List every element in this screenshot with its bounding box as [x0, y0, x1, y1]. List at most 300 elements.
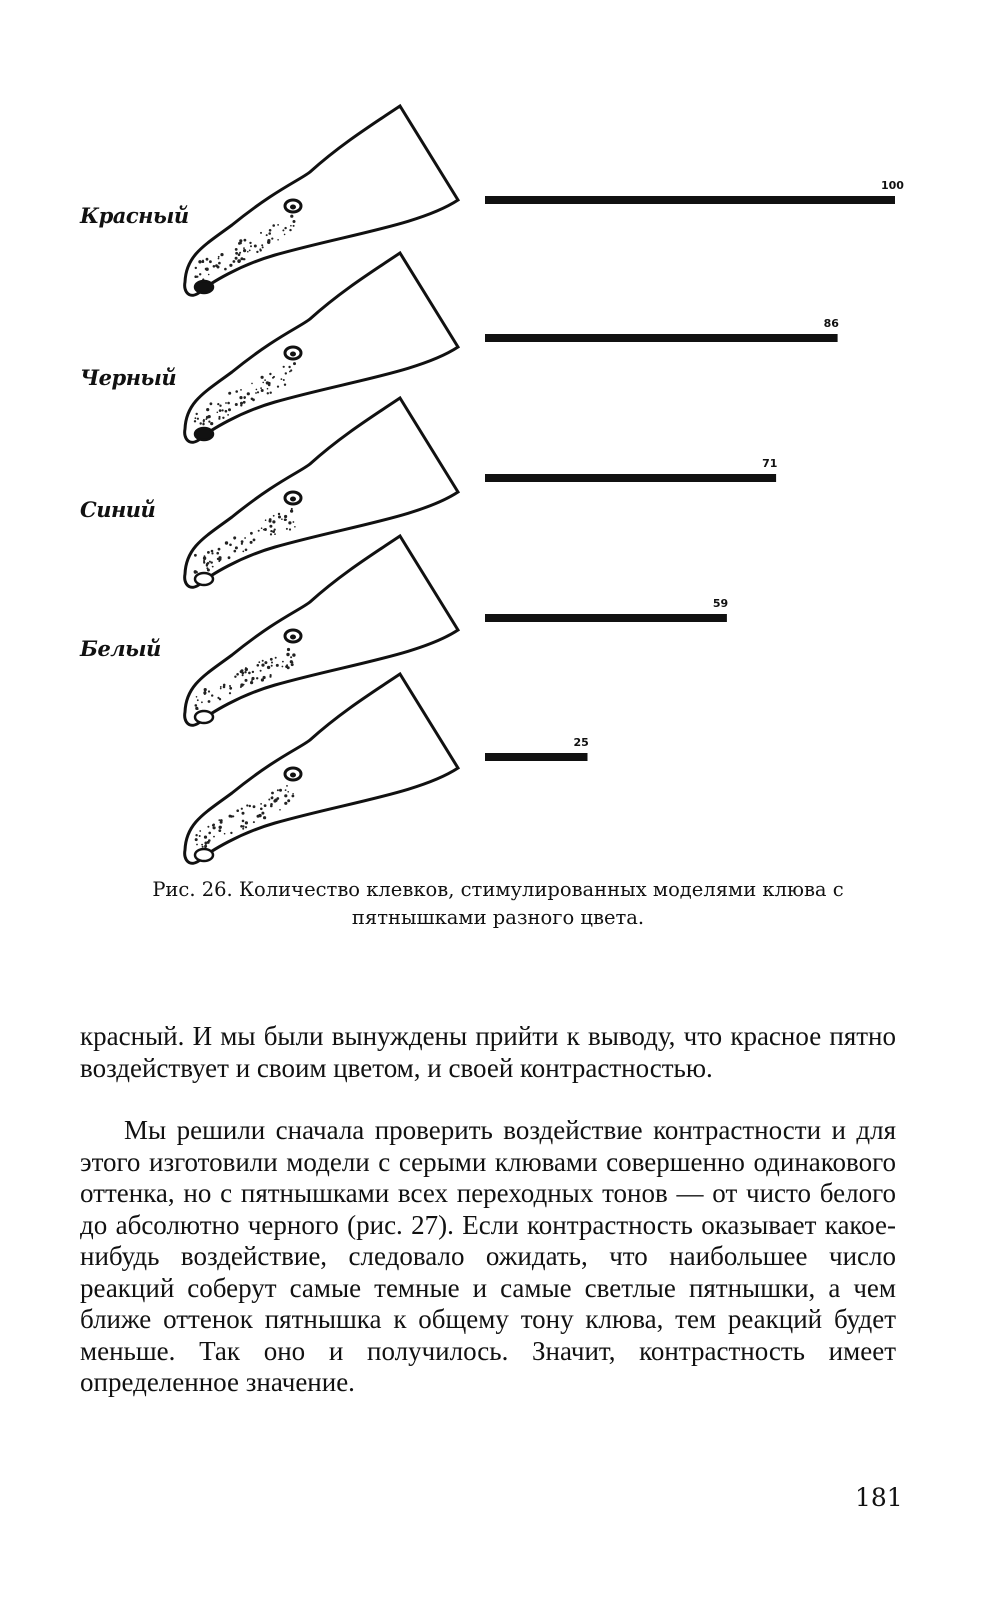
- stipple-dot: [208, 832, 211, 835]
- bar: [485, 474, 776, 482]
- stipple-dot: [207, 826, 209, 828]
- stipple-dot: [254, 245, 257, 248]
- stipple-dot: [283, 366, 285, 368]
- label-blue: Синий: [80, 497, 156, 522]
- stipple-dot: [237, 260, 240, 263]
- stipple-dot: [200, 422, 202, 424]
- stipple-dot: [293, 225, 295, 227]
- stipple-dot: [238, 253, 241, 256]
- stipple-dot: [206, 258, 209, 261]
- stipple-dot: [261, 812, 264, 815]
- stipple-dot: [285, 665, 288, 668]
- stipple-dot: [251, 398, 254, 401]
- label-red: Красный: [80, 203, 189, 228]
- stipple-dot: [208, 274, 210, 276]
- beak-model-head: [185, 398, 458, 587]
- stipple-dot: [282, 666, 284, 668]
- beak-eye-pupil-icon: [290, 205, 296, 210]
- stipple-dot: [284, 384, 286, 386]
- stipple-dot: [272, 530, 275, 533]
- stipple-dot: [236, 673, 239, 676]
- stipple-dot: [273, 799, 276, 802]
- stipple-dot: [262, 660, 264, 662]
- stipple-dot: [243, 247, 245, 249]
- stipple-dot: [270, 658, 273, 661]
- stipple-dot: [210, 422, 213, 425]
- stipple-dot: [211, 552, 213, 554]
- stipple-dot: [276, 797, 279, 800]
- stipple-dot: [250, 245, 252, 247]
- stipple-dot: [250, 541, 253, 544]
- bar: [485, 334, 838, 342]
- stipple-dot: [277, 789, 279, 791]
- stipple-dot: [272, 377, 274, 379]
- stipple-dot: [217, 403, 219, 405]
- stipple-dot: [264, 661, 267, 664]
- stipple-dot: [269, 525, 272, 528]
- stipple-dot: [292, 793, 294, 795]
- stipple-dot: [251, 679, 253, 681]
- stipple-dot: [225, 541, 228, 544]
- bar-value-label: 59: [712, 597, 729, 610]
- stipple-dot: [264, 379, 266, 381]
- stipple-dot: [267, 392, 269, 394]
- stipple-dot: [206, 563, 208, 565]
- bar-value-label: 25: [573, 736, 589, 749]
- stipple-dot: [256, 677, 258, 679]
- stipple-dot: [289, 371, 291, 373]
- stipple-dot: [220, 819, 223, 822]
- stipple-dot: [211, 694, 213, 696]
- stipple-dot: [218, 258, 220, 260]
- stipple-dot: [194, 554, 197, 557]
- stipple-dot: [270, 392, 272, 394]
- stipple-dot: [285, 789, 287, 791]
- stipple-dot: [199, 273, 201, 275]
- stipple-dot: [260, 232, 262, 234]
- stipple-dot: [264, 804, 267, 807]
- stipple-dot: [218, 256, 220, 258]
- stipple-dot: [261, 527, 263, 529]
- stipple-dot: [209, 260, 212, 263]
- label-white: Белый: [80, 636, 161, 661]
- beak-eye-pupil-icon: [290, 497, 296, 502]
- stipple-dot: [235, 248, 238, 251]
- stipple-dot: [284, 227, 286, 229]
- stipple-dot: [210, 402, 213, 405]
- stipple-dot: [219, 409, 222, 412]
- stipple-dot: [279, 789, 282, 792]
- stipple-dot: [275, 657, 277, 659]
- stipple-dot: [249, 250, 251, 252]
- beak-spot: [195, 711, 213, 723]
- bar: [485, 614, 727, 622]
- stipple-dot: [206, 567, 208, 569]
- bar-value-label: 100: [881, 179, 904, 192]
- stipple-dot: [292, 795, 295, 798]
- stipple-dot: [270, 530, 272, 532]
- stipple-dot: [220, 688, 222, 690]
- stipple-dot: [251, 383, 253, 385]
- stipple-dot: [270, 803, 273, 806]
- stipple-dot: [284, 518, 287, 521]
- stipple-dot: [205, 418, 207, 420]
- stipple-dot: [241, 808, 243, 810]
- bar: [485, 753, 588, 761]
- stipple-dot: [229, 264, 232, 267]
- stipple-dot: [290, 510, 293, 513]
- stipple-dot: [218, 416, 220, 418]
- stipple-dot: [212, 566, 214, 568]
- stipple-dot: [267, 666, 270, 669]
- stipple-dot: [247, 392, 250, 395]
- stipple-dot: [239, 239, 242, 242]
- stipple-dot: [218, 560, 220, 562]
- stipple-dot: [217, 412, 219, 414]
- stipple-dot: [205, 268, 207, 270]
- beak-eye-pupil-icon: [290, 773, 296, 778]
- stipple-dot: [240, 389, 242, 391]
- stipple-dot: [253, 539, 256, 542]
- stipple-dot: [272, 224, 275, 227]
- stipple-dot: [286, 653, 289, 656]
- stipple-dot: [228, 408, 231, 411]
- stipple-dot: [218, 556, 221, 559]
- stipple-dot: [268, 382, 271, 385]
- stipple-dot: [213, 265, 216, 268]
- stipple-dot: [249, 242, 251, 244]
- stipple-dot: [258, 530, 260, 532]
- stipple-dot: [257, 391, 259, 393]
- paragraph-text: красный. И мы были вынуждены прийти к выводу, что красное пятно воздействует и своим цветом, и своей контрастностью.: [80, 1021, 896, 1083]
- stipple-dot: [261, 664, 264, 667]
- stipple-dot: [195, 704, 198, 707]
- stipple-dot: [253, 821, 255, 823]
- beak-spot: [195, 281, 213, 293]
- stipple-dot: [273, 515, 275, 517]
- stipple-dot: [204, 555, 206, 557]
- stipple-dot: [277, 386, 279, 388]
- stipple-dot: [220, 686, 222, 688]
- stipple-dot: [194, 570, 197, 573]
- stipple-dot: [287, 791, 289, 793]
- stipple-dot: [208, 700, 211, 703]
- paragraph-text: Мы решили сначала проверить воздействие контрастности и для этого изготовили модели с серыми клювами совершенно одинакового оттенка, но с пятнышками всех переходных тонов — от чисто белого до абсолютно черного (рис. 27). Если контрастность оказывает какое-нибудь воздействие, следовало ожидать, что наибольшее число реакций соберут самые темные и самые светлые пятнышки, а чем ближе оттенок пятнышка к общему тону клюва, тем реакций будет меньше. Так оно и получилось. Значит, контрастность имеет определенное значение.: [80, 1115, 896, 1397]
- stipple-dot: [230, 832, 232, 834]
- stipple-dot: [293, 362, 296, 365]
- stipple-dot: [245, 667, 247, 669]
- stipple-dot: [229, 544, 232, 547]
- stipple-dot: [235, 390, 238, 393]
- stipple-dot: [277, 239, 279, 241]
- stipple-dot: [245, 549, 248, 552]
- stipple-dot: [243, 684, 245, 686]
- stipple-dot: [240, 670, 243, 673]
- stipple-dot: [241, 543, 243, 545]
- beak-eye-pupil-icon: [290, 635, 296, 640]
- stipple-dot: [290, 656, 292, 658]
- stipple-dot: [213, 836, 215, 838]
- stipple-dot: [287, 799, 290, 802]
- stipple-dot: [288, 521, 291, 524]
- body-paragraph-1: [80, 1021, 896, 1084]
- stipple-dot: [279, 809, 281, 811]
- stipple-dot: [282, 661, 284, 663]
- stipple-dot: [229, 692, 231, 694]
- stipple-dot: [256, 389, 258, 391]
- stipple-dot: [282, 229, 284, 231]
- stipple-dot: [290, 215, 293, 218]
- stipple-dot: [202, 846, 204, 848]
- stipple-dot: [227, 414, 229, 416]
- stipple-dot: [285, 372, 287, 374]
- stipple-dot: [234, 676, 236, 678]
- stipple-dot: [244, 239, 247, 242]
- stipple-dot: [242, 828, 244, 830]
- stipple-dot: [271, 796, 273, 798]
- beak-spot: [195, 573, 213, 585]
- stipple-dot: [229, 685, 231, 687]
- stipple-dot: [197, 699, 199, 701]
- stipple-dot: [218, 829, 221, 832]
- label-black: Черный: [80, 365, 177, 390]
- stipple-dot: [261, 678, 264, 681]
- stipple-dot: [293, 220, 295, 222]
- stipple-dot: [289, 528, 291, 530]
- stipple-dot: [287, 648, 290, 651]
- stipple-dot: [269, 229, 272, 232]
- caption-line-1: Рис. 26. Количество клевков, стимулированных моделями клюва с: [152, 878, 844, 901]
- stipple-dot: [195, 417, 197, 419]
- stipple-dot: [207, 551, 210, 554]
- stipple-dot: [272, 520, 275, 523]
- stipple-dot: [216, 552, 219, 555]
- stipple-dot: [203, 691, 206, 694]
- stipple-dot: [293, 521, 295, 523]
- stipple-dot: [233, 536, 236, 539]
- stipple-dot: [257, 664, 260, 667]
- stipple-dot: [225, 402, 227, 404]
- stipple-dot: [269, 518, 272, 521]
- stipple-dot: [206, 408, 209, 411]
- stipple-dot: [208, 690, 210, 692]
- stipple-dot: [250, 681, 253, 684]
- stipple-dot: [250, 532, 253, 535]
- stipple-dot: [233, 260, 236, 263]
- stipple-dot: [278, 516, 281, 519]
- stipple-dot: [269, 373, 271, 375]
- stipple-dot: [243, 401, 246, 404]
- beak-eye-pupil-icon: [290, 352, 296, 357]
- stipple-dot: [242, 674, 244, 676]
- stipple-dot: [260, 808, 263, 811]
- stipple-dot: [258, 661, 260, 663]
- stipple-dot: [223, 686, 226, 689]
- stipple-dot: [212, 824, 215, 827]
- stipple-dot: [271, 662, 273, 664]
- stipple-dot: [271, 665, 273, 667]
- stipple-dot: [281, 378, 283, 380]
- stipple-dot: [195, 834, 197, 836]
- stipple-dot: [263, 816, 266, 819]
- stipple-dot: [240, 402, 243, 405]
- stipple-dot: [224, 268, 227, 271]
- stipple-dot: [259, 248, 261, 250]
- stipple-dot: [195, 838, 198, 841]
- stipple-dot: [255, 392, 257, 394]
- stipple-dot: [245, 826, 247, 828]
- stipple-dot: [196, 844, 198, 846]
- stipple-dot: [286, 528, 288, 530]
- stipple-dot: [218, 262, 221, 265]
- stipple-dot: [294, 526, 296, 528]
- stipple-dot: [218, 548, 221, 551]
- stipple-dot: [263, 529, 265, 531]
- stipple-dot: [277, 224, 279, 226]
- stipple-dot: [240, 686, 242, 688]
- stipple-dot: [290, 660, 293, 663]
- stipple-dot: [222, 409, 224, 411]
- stipple-dot: [291, 663, 294, 666]
- stipple-dot: [235, 546, 238, 549]
- beak-spot: [195, 849, 213, 861]
- stipple-dot: [239, 396, 242, 399]
- stipple-dot: [204, 561, 206, 563]
- stipple-dot: [235, 252, 238, 255]
- stipple-dot: [213, 826, 216, 829]
- beak-model-head: [185, 106, 458, 295]
- stipple-dot: [235, 403, 238, 406]
- stipple-dot: [283, 379, 285, 381]
- stipple-dot: [284, 515, 287, 518]
- stipple-dot: [244, 537, 246, 539]
- stipple-dot: [289, 229, 291, 231]
- stipple-dot: [270, 674, 272, 676]
- stipple-dot: [203, 557, 206, 560]
- stipple-dot: [219, 698, 221, 700]
- page-number: 181: [855, 1483, 903, 1512]
- stipple-dot: [194, 275, 197, 278]
- figure-caption: [88, 876, 908, 932]
- stipple-dot: [278, 513, 280, 515]
- stipple-dot: [265, 519, 267, 521]
- stipple-dot: [243, 249, 246, 252]
- stipple-dot: [217, 266, 220, 269]
- stipple-dot: [242, 812, 245, 815]
- stipple-dot: [284, 234, 286, 236]
- stipple-dot: [198, 260, 201, 263]
- stipple-dot: [234, 550, 237, 553]
- stipple-dot: [236, 809, 239, 812]
- stipple-dot: [208, 421, 210, 423]
- stipple-dot: [229, 687, 232, 690]
- stipple-dot: [244, 671, 246, 673]
- stipple-dot: [261, 244, 263, 246]
- stipple-dot: [235, 257, 238, 260]
- stipple-dot: [211, 561, 213, 563]
- stipple-dot: [211, 550, 214, 553]
- body-paragraph-2: [80, 1115, 896, 1399]
- stipple-dot: [196, 413, 198, 415]
- stipple-dot: [219, 826, 222, 829]
- stipple-dot: [228, 556, 231, 559]
- stipple-dot: [274, 533, 276, 535]
- stipple-dot: [201, 701, 203, 703]
- stipple-dot: [276, 664, 279, 667]
- stipple-dot: [291, 508, 293, 510]
- stipple-dot: [228, 392, 231, 395]
- stipple-dot: [207, 841, 210, 844]
- stipple-dot: [194, 420, 196, 422]
- stipple-dot: [238, 242, 241, 245]
- stipple-dot: [260, 387, 262, 389]
- stipple-dot: [247, 251, 249, 253]
- beak-spot: [195, 428, 213, 440]
- stipple-dot: [281, 518, 283, 520]
- bar: [485, 196, 895, 204]
- stipple-dot: [268, 799, 270, 801]
- stipple-dot: [284, 794, 287, 797]
- stipple-dot: [242, 551, 244, 553]
- stipple-dot: [243, 258, 245, 260]
- stipple-dot: [271, 238, 273, 240]
- stipple-dot: [262, 246, 264, 248]
- stipple-dot: [268, 232, 271, 235]
- stipple-dot: [260, 670, 262, 672]
- stipple-dot: [196, 696, 198, 698]
- stipple-dot: [204, 836, 207, 839]
- stipple-dot: [242, 825, 244, 827]
- stipple-dot: [242, 820, 245, 823]
- stipple-dot: [227, 402, 230, 405]
- stipple-dot: [256, 251, 258, 253]
- stipple-dot: [197, 418, 199, 420]
- stipple-dot: [267, 239, 270, 242]
- caption-line-2: пятнышками разного цвета.: [351, 906, 645, 929]
- stipple-dot: [199, 835, 201, 837]
- stipple-dot: [219, 405, 221, 407]
- stipple-dot: [225, 410, 228, 413]
- stipple-dot: [249, 805, 251, 807]
- stipple-dot: [246, 804, 248, 806]
- stipple-dot: [204, 845, 207, 848]
- stipple-dot: [222, 417, 224, 419]
- stipple-dot: [224, 833, 226, 835]
- stipple-dot: [260, 803, 262, 805]
- stipple-dot: [286, 785, 288, 787]
- stipple-dot: [243, 396, 246, 399]
- stipple-dot: [204, 688, 207, 691]
- stipple-dot: [195, 267, 197, 269]
- stipple-dot: [202, 260, 204, 262]
- stipple-dot: [253, 805, 256, 808]
- stipple-dot: [266, 234, 268, 236]
- stipple-dot: [292, 653, 295, 656]
- stipple-dot: [203, 422, 205, 424]
- stipple-dot: [201, 844, 203, 846]
- stipple-dot: [245, 821, 248, 824]
- stipple-dot: [252, 671, 254, 673]
- bar-value-label: 71: [762, 457, 778, 470]
- stipple-dot: [220, 253, 223, 256]
- stipple-dot: [230, 815, 233, 818]
- stipple-dot: [270, 533, 272, 535]
- stipple-dot: [261, 389, 264, 392]
- stipple-dot: [284, 802, 287, 805]
- stipple-dot: [262, 382, 264, 384]
- bar-value-label: 86: [823, 317, 839, 330]
- stipple-dot: [203, 419, 205, 421]
